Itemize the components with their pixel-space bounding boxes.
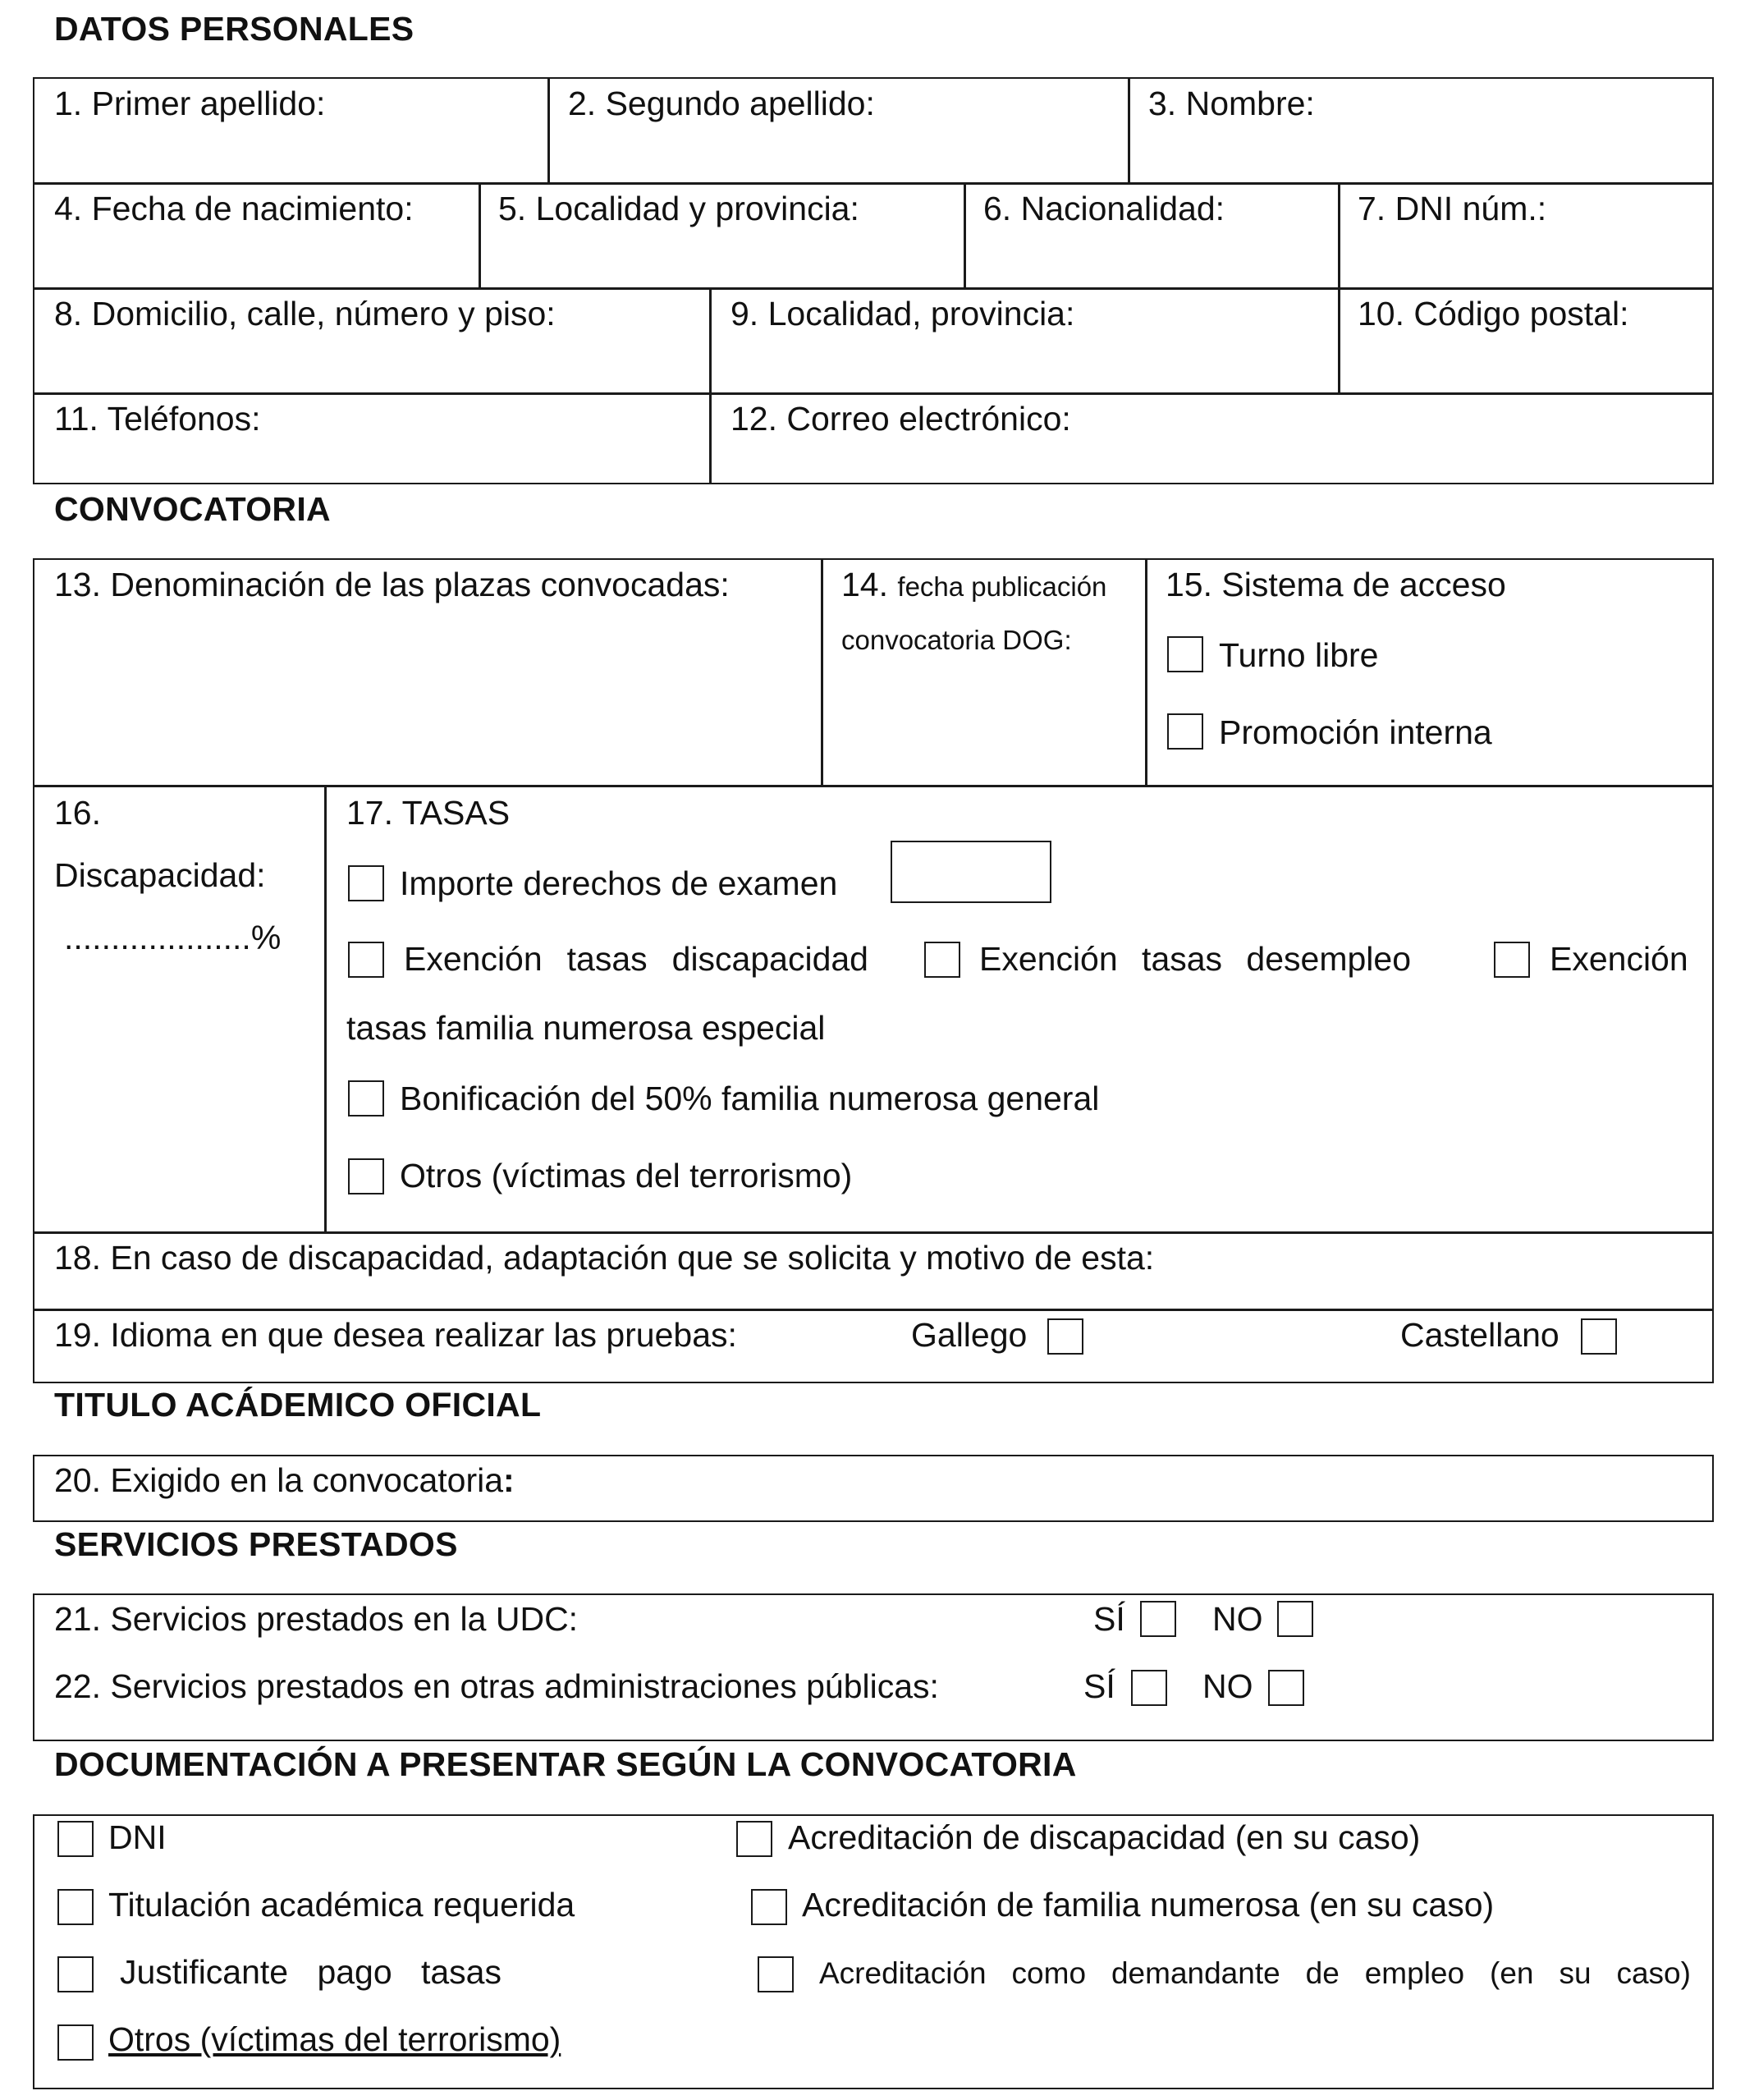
field-telefonos[interactable]: 11. Teléfonos: <box>54 400 261 438</box>
checkbox-otras-no[interactable] <box>1268 1670 1304 1706</box>
section-heading-degree: TITULO ACÁDEMICO OFICIAL <box>54 1386 542 1424</box>
word: de <box>1305 1956 1340 1990</box>
checkbox-doc-familia-numerosa[interactable] <box>751 1889 787 1925</box>
col-divider <box>709 392 712 484</box>
field-label-colon: : <box>503 1461 515 1499</box>
field-titulo-exigido[interactable] <box>54 1462 515 1499</box>
section-heading-personal: DATOS PERSONALES <box>54 10 414 48</box>
field-label: fecha publicación <box>897 571 1107 602</box>
word: demandante <box>1111 1956 1280 1990</box>
checkbox-otras-si[interactable] <box>1131 1670 1167 1706</box>
field-domicilio[interactable]: 8. Domicilio, calle, número y piso: <box>54 295 556 332</box>
field-localidad-provincia[interactable]: 5. Localidad y provincia: <box>498 190 859 227</box>
option-label: Bonificación del 50% familia numerosa general <box>400 1080 1100 1117</box>
row-divider <box>33 1231 1714 1234</box>
word: tasas <box>566 940 648 978</box>
option-label: Otros (víctimas del terrorismo) <box>108 2020 561 2058</box>
word: discapacidad <box>671 940 868 978</box>
col-divider <box>324 785 327 1232</box>
option-label-cont: tasas familia numerosa especial <box>346 1009 826 1047</box>
col-divider <box>964 182 966 288</box>
field-tasas: 17. TASAS <box>346 794 511 832</box>
word: Exención <box>404 940 543 978</box>
section-heading-docs: DOCUMENTACIÓN A PRESENTAR SEGÚN LA CONVOCATORIA <box>54 1745 1077 1783</box>
field-denominacion-plazas[interactable]: 13. Denominación de las plazas convocadas: <box>54 566 730 603</box>
field-servicios-otras: 22. Servicios prestados en otras administraciones públicas: <box>54 1667 939 1705</box>
checkbox-otros-tasas[interactable] <box>348 1158 384 1194</box>
col-divider <box>1338 287 1340 393</box>
option-label-exencion-discapacidad <box>404 941 868 978</box>
row-divider <box>33 1309 1714 1311</box>
col-divider <box>547 77 550 183</box>
option-label: Exención <box>1550 940 1688 978</box>
col-divider <box>479 182 481 288</box>
field-label: 20. Exigido en la convocatoria <box>54 1461 504 1499</box>
field-number: 16. <box>54 794 101 832</box>
word: tasas <box>420 1953 502 1991</box>
field-primer-apellido[interactable]: 1. Primer apellido: <box>54 85 326 122</box>
field-adaptacion[interactable]: 18. En caso de discapacidad, adaptación que se solicita y motivo de esta: <box>54 1239 1155 1277</box>
field-fecha-nacimiento[interactable]: 4. Fecha de nacimiento: <box>54 190 414 227</box>
checkbox-bonificacion[interactable] <box>348 1080 384 1116</box>
option-label: Importe derechos de examen <box>400 864 838 902</box>
word: tasas <box>1142 940 1223 978</box>
word: su <box>1559 1956 1592 1990</box>
option-label: Promoción interna <box>1219 713 1492 751</box>
word: desempleo <box>1246 940 1411 978</box>
field-nombre[interactable]: 3. Nombre: <box>1148 85 1315 122</box>
word: caso) <box>1616 1956 1691 1990</box>
field-nacionalidad[interactable]: 6. Nacionalidad: <box>983 190 1225 227</box>
checkbox-doc-titulacion[interactable] <box>57 1889 94 1925</box>
discapacidad-percent-blank[interactable]: ....................% <box>64 919 282 956</box>
option-label: Titulación académica requerida <box>108 1886 575 1923</box>
option-label: Castellano <box>1400 1316 1560 1354</box>
row-divider <box>33 785 1714 787</box>
word: Justificante <box>120 1953 289 1991</box>
col-divider <box>821 558 823 786</box>
row-divider <box>33 182 1714 185</box>
checkbox-exencion-desempleo[interactable] <box>924 942 960 978</box>
checkbox-gallego[interactable] <box>1047 1318 1083 1355</box>
option-label-exencion-desempleo <box>979 941 1411 978</box>
option-label: Turno libre <box>1219 636 1379 674</box>
field-servicios-udc: 21. Servicios prestados en la UDC: <box>54 1600 579 1638</box>
field-idioma: 19. Idioma en que desea realizar las pruebas: <box>54 1316 737 1354</box>
field-fecha-publicacion[interactable] <box>841 566 1106 603</box>
option-label: Acreditación de discapacidad (en su caso) <box>788 1818 1421 1856</box>
checkbox-doc-pago-tasas[interactable] <box>57 1956 94 1992</box>
checkbox-exencion-familia-especial[interactable] <box>1494 942 1530 978</box>
col-divider <box>1145 558 1147 786</box>
fee-amount-field[interactable] <box>891 841 1051 903</box>
word: (en <box>1490 1956 1534 1990</box>
row-divider <box>33 287 1714 290</box>
field-correo[interactable]: 12. Correo electrónico: <box>731 400 1071 438</box>
checkbox-exencion-discapacidad[interactable] <box>348 942 384 978</box>
section-heading-services: SERVICIOS PRESTADOS <box>54 1525 458 1563</box>
word: Acreditación <box>819 1956 987 1990</box>
word: Exención <box>979 940 1118 978</box>
option-label-pago-tasas <box>120 1954 502 1991</box>
option-label: Otros (víctimas del terrorismo) <box>400 1157 853 1194</box>
option-label: Gallego <box>911 1316 1028 1354</box>
field-label-cont: convocatoria DOG: <box>841 625 1072 655</box>
section-heading-call: CONVOCATORIA <box>54 490 331 528</box>
field-sistema-acceso: 15. Sistema de acceso <box>1166 566 1506 603</box>
field-codigo-postal[interactable]: 10. Código postal: <box>1358 295 1629 332</box>
checkbox-udc-si[interactable] <box>1140 1601 1176 1637</box>
col-divider <box>1128 77 1130 183</box>
field-dni[interactable]: 7. DNI núm.: <box>1358 190 1547 227</box>
col-divider <box>709 287 712 393</box>
checkbox-castellano[interactable] <box>1581 1318 1617 1355</box>
checkbox-udc-no[interactable] <box>1277 1601 1313 1637</box>
col-divider <box>1338 182 1340 288</box>
option-label: NO <box>1212 1600 1263 1638</box>
option-label: SÍ <box>1093 1600 1125 1638</box>
checkbox-promocion-interna[interactable] <box>1167 713 1203 750</box>
word: empleo <box>1364 1956 1465 1990</box>
checkbox-doc-dni[interactable] <box>57 1821 94 1857</box>
field-number: 14. <box>841 566 888 603</box>
word: como <box>1011 1956 1087 1990</box>
checkbox-doc-demandante-empleo[interactable] <box>758 1956 794 1992</box>
option-label: Acreditación de familia numerosa (en su caso) <box>802 1886 1495 1923</box>
word: pago <box>317 1953 392 1991</box>
row-divider <box>33 392 1714 395</box>
field-segundo-apellido[interactable]: 2. Segundo apellido: <box>568 85 875 122</box>
option-label: SÍ <box>1083 1667 1115 1705</box>
option-label: NO <box>1202 1667 1253 1705</box>
option-label-demandante-empleo <box>819 1957 1691 1991</box>
checkbox-doc-otros[interactable] <box>57 2024 94 2061</box>
checkbox-importe-derechos[interactable] <box>348 865 384 901</box>
field-discapacidad: Discapacidad: <box>54 856 266 894</box>
checkbox-doc-discapacidad[interactable] <box>736 1821 772 1857</box>
option-label: DNI <box>108 1818 167 1856</box>
checkbox-turno-libre[interactable] <box>1167 636 1203 672</box>
field-localidad[interactable]: 9. Localidad, provincia: <box>731 295 1075 332</box>
